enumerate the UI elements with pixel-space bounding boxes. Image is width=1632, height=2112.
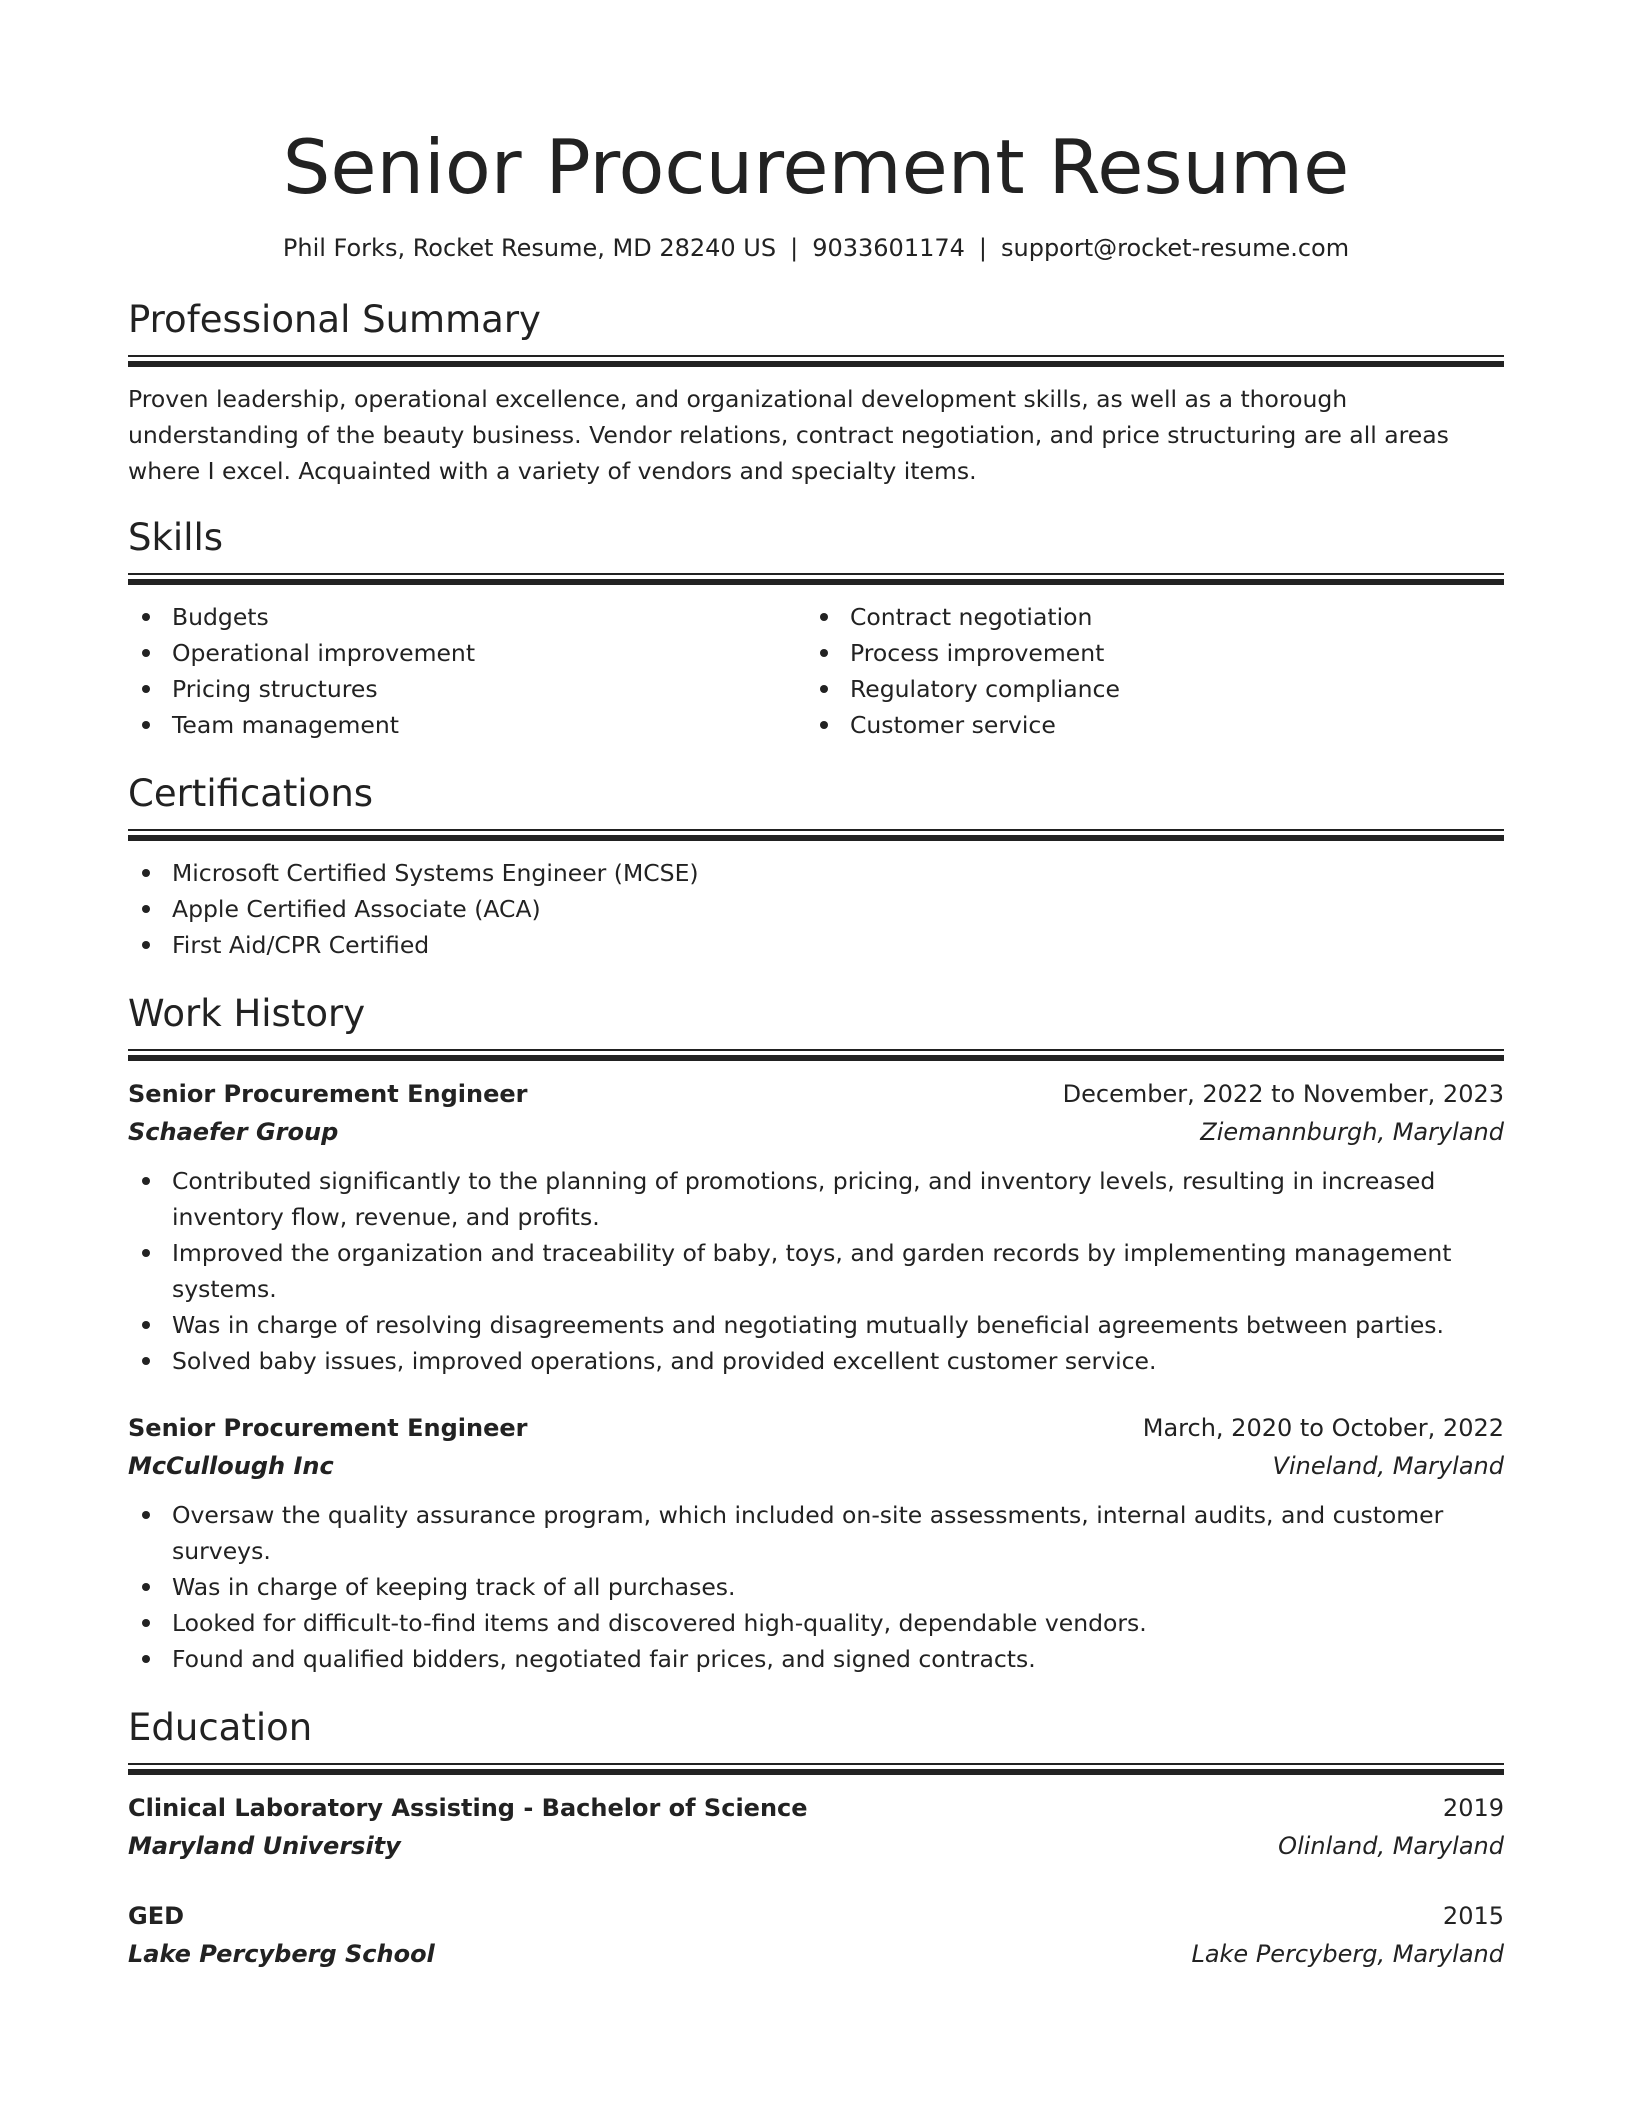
certification-item: Microsoft Certified Systems Engineer (MCSE) (128, 855, 1504, 891)
certification-item: First Aid/CPR Certified (128, 927, 1504, 963)
section-heading-certifications: Certifications (128, 772, 374, 815)
education-degree: GED (128, 1902, 185, 1930)
education-year: 2015 (1442, 1902, 1504, 1930)
education-year: 2019 (1442, 1794, 1504, 1822)
skill-item: Regulatory compliance (806, 671, 1484, 707)
section-skills (128, 515, 1504, 743)
job-title: Senior Procurement Engineer (128, 1080, 528, 1108)
certification-item: Apple Certified Associate (ACA) (128, 891, 1504, 927)
contact-phone: 9033601174 (812, 234, 965, 262)
section-divider (128, 829, 1504, 841)
skill-item: Team management (128, 707, 806, 743)
job-title: Senior Procurement Engineer (128, 1414, 528, 1442)
skill-item: Customer service (806, 707, 1484, 743)
skills-column-right (806, 599, 1484, 743)
section-divider (128, 1049, 1504, 1061)
job-bullet: Solved baby issues, improved operations, and provided excellent customer service. (128, 1343, 1504, 1379)
contact-address: Phil Forks, Rocket Resume, MD 28240 US (282, 234, 777, 262)
section-certifications (128, 771, 1504, 963)
job-dates: December, 2022 to November, 2023 (1062, 1080, 1504, 1108)
summary-text: Proven leadership, operational excellence, and organizational development skills, as well as a thorough understanding of the beauty business. Vendor relations, contract negotiation, and price structuring are all areas where I excel. Acquainted with a variety of vendors and specialty items. (128, 385, 1449, 485)
education-location: Lake Percyberg, Maryland (1191, 1940, 1504, 1968)
skill-item: Operational improvement (128, 635, 806, 671)
job-bullet: Was in charge of keeping track of all purchases. (128, 1569, 1504, 1605)
education-degree: Clinical Laboratory Assisting - Bachelor of Science (128, 1794, 808, 1822)
section-divider (128, 573, 1504, 585)
resume-title: Senior Procurement Resume (282, 123, 1350, 211)
skills-grid (128, 599, 1504, 743)
education-entry (128, 1897, 1504, 1973)
section-work-history (128, 991, 1504, 1677)
skill-item: Process improvement (806, 635, 1484, 671)
job-dates: March, 2020 to October, 2022 (1142, 1414, 1504, 1442)
skill-item: Pricing structures (128, 671, 806, 707)
resume-page (128, 0, 1504, 1973)
job-bullets (128, 1497, 1504, 1677)
job-location: Vineland, Maryland (1272, 1452, 1504, 1480)
job-bullet: Was in charge of resolving disagreements and negotiating mutually beneficial agreements between parties. (128, 1307, 1504, 1343)
certifications-list (128, 855, 1504, 963)
skills-column-left (128, 599, 806, 743)
job-company: McCullough Inc (128, 1452, 334, 1480)
job-bullet: Looked for difficult-to-find items and discovered high-quality, dependable vendors. (128, 1605, 1504, 1641)
section-divider (128, 355, 1504, 367)
section-education (128, 1705, 1504, 1973)
job-entry (128, 1409, 1504, 1677)
section-heading-work-history: Work History (128, 992, 366, 1035)
education-school: Lake Percyberg School (128, 1940, 435, 1968)
education-location: Olinland, Maryland (1278, 1832, 1504, 1860)
contact-line (128, 232, 1504, 264)
section-heading-skills: Skills (128, 516, 224, 559)
contact-separator: | (978, 234, 987, 262)
job-bullet: Contributed significantly to the planning of promotions, pricing, and inventory levels, resulting in increased inventory flow, revenue, and profits. (128, 1163, 1504, 1235)
job-bullet: Improved the organization and traceability of baby, toys, and garden records by implementing management systems. (128, 1235, 1504, 1307)
skill-item: Contract negotiation (806, 599, 1484, 635)
section-divider (128, 1763, 1504, 1775)
job-location: Ziemannburgh, Maryland (1200, 1118, 1504, 1146)
job-bullets (128, 1163, 1504, 1379)
contact-separator: | (790, 234, 799, 262)
section-heading-education: Education (128, 1706, 313, 1749)
job-entry (128, 1075, 1504, 1379)
section-summary (128, 297, 1504, 489)
education-entry (128, 1789, 1504, 1865)
job-bullet: Found and qualified bidders, negotiated fair prices, and signed contracts. (128, 1641, 1504, 1677)
education-school: Maryland University (128, 1832, 401, 1860)
job-company: Schaefer Group (128, 1118, 339, 1146)
skill-item: Budgets (128, 599, 806, 635)
section-heading-summary: Professional Summary (128, 298, 541, 341)
contact-email: support@rocket-resume.com (1001, 234, 1350, 262)
job-bullet: Oversaw the quality assurance program, which included on-site assessments, internal audits, and customer surveys. (128, 1497, 1504, 1569)
